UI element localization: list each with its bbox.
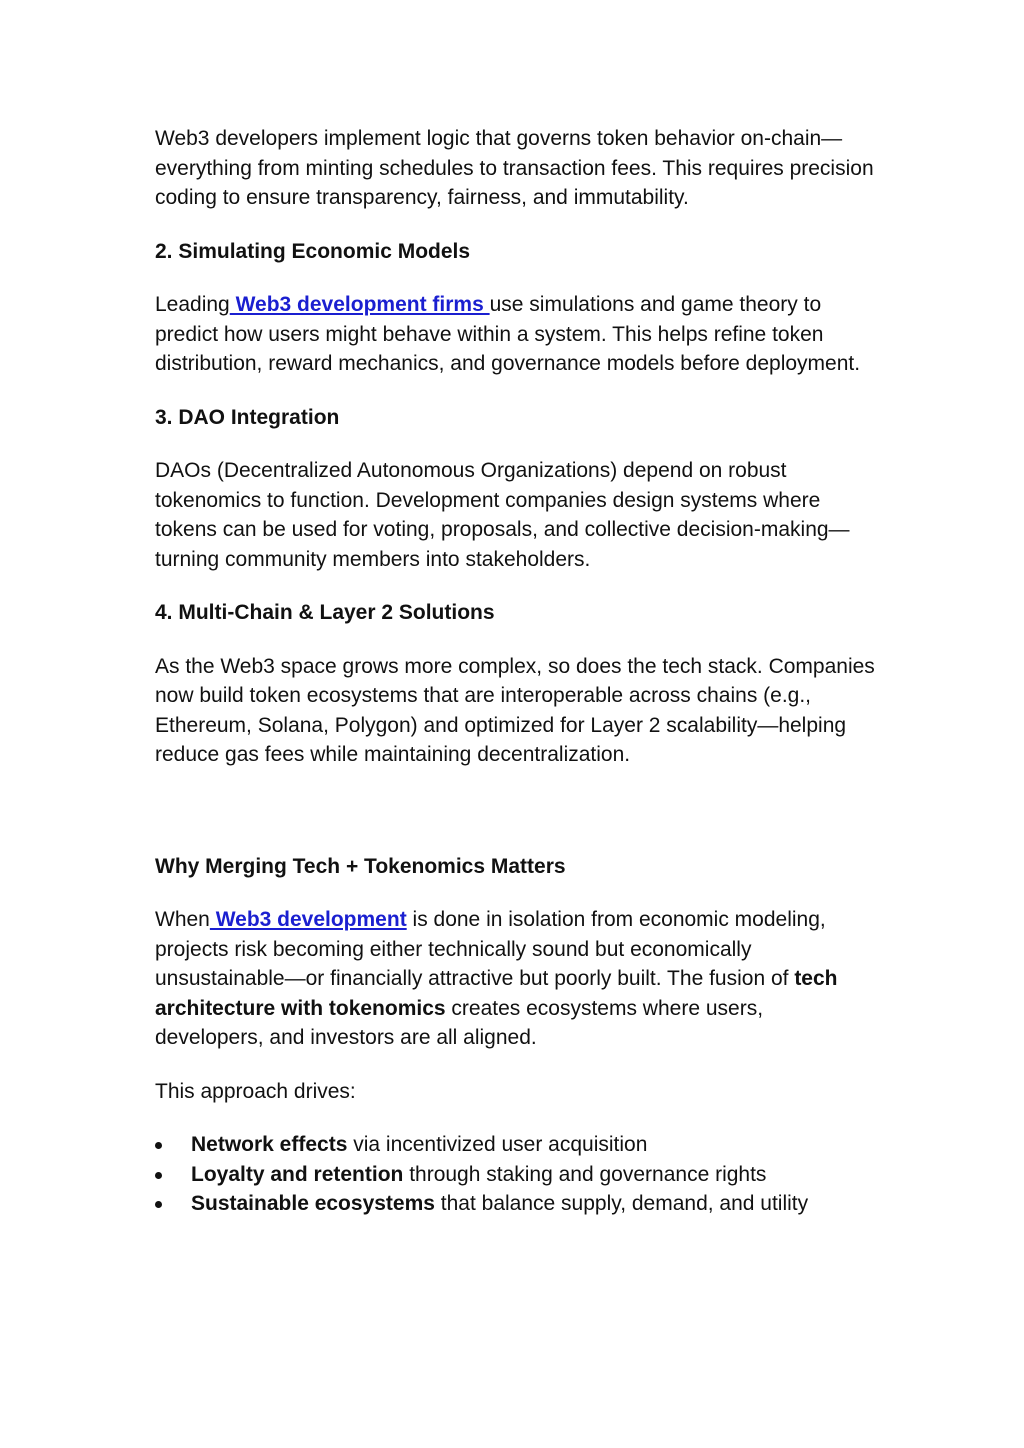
section-3-paragraph: DAOs (Decentralized Autonomous Organizations) depend on robust tokenomics to function. Development companies design systems where tokens can be used for voting, proposals, and collective decision-making—turning community members into stakeholders. xyxy=(155,459,850,571)
why-bold-phrase: tech architecture with tokenomics xyxy=(155,967,838,1020)
list-item-bold: Network effects xyxy=(191,1133,348,1156)
section-2-text-after-link: use simulations and game theory to predict how users might behave within a system. This helps refine token distribution, reward mechanics, and governance models before deployment. xyxy=(155,293,861,375)
section-4-paragraph: As the Web3 space grows more complex, so does the tech stack. Companies now build token ecosystems that are interoperable across chains (e.g., Ethereum, Solana, Polygon) and optimized for Layer 2 scalability—helping reduce gas fees while maintaining decentralization. xyxy=(155,654,875,766)
why-heading: Why Merging Tech + Tokenomics Matters xyxy=(155,854,566,878)
list-item-bold: Loyalty and retention xyxy=(191,1162,404,1186)
why-text-after-bold: creates ecosystems where users, developers, and investors are all aligned. xyxy=(155,996,764,1049)
section-spacer xyxy=(155,794,875,852)
section-2-text-before-link: Leading xyxy=(155,293,230,316)
list-item xyxy=(155,1189,875,1219)
web3-development-link[interactable]: Web3 development xyxy=(209,908,407,931)
web3-development-firms-link[interactable]: Web3 development firms xyxy=(229,293,490,316)
section-2-heading: 2. Simulating Economic Models xyxy=(155,239,471,263)
section-4-heading: 4. Multi-Chain & Layer 2 Solutions xyxy=(155,601,495,624)
approach-intro: This approach drives: xyxy=(155,1079,356,1103)
list-item-text: that balance supply, demand, and utility xyxy=(434,1192,809,1215)
list-item-text: via incentivized user acquisition xyxy=(347,1133,648,1156)
section-2-paragraph xyxy=(155,290,875,379)
why-paragraph xyxy=(155,905,875,1053)
intro-paragraph: Web3 developers implement logic that governs token behavior on-chain—everything from minting schedules to transaction fees. This requires precision coding to ensure transparency, fairness, and immutability. xyxy=(155,127,874,209)
list-item-bold: Sustainable ecosystems xyxy=(191,1192,435,1215)
list-item-text: through staking and governance rights xyxy=(403,1162,767,1186)
section-3-heading: 3. DAO Integration xyxy=(155,405,340,429)
list-item xyxy=(155,1160,875,1190)
list-item xyxy=(155,1130,875,1160)
bullet-icon xyxy=(155,1201,162,1208)
bullet-icon xyxy=(155,1172,162,1179)
benefits-list xyxy=(155,1130,875,1219)
why-text-before-link: When xyxy=(155,908,210,931)
why-text-after-link: is done in isolation from economic modeling, projects risk becoming either technically sound but economically unsustainable—or financially attractive but poorly built. The fusion of xyxy=(155,908,826,990)
document-page xyxy=(155,124,875,1219)
bullet-icon xyxy=(155,1142,162,1149)
